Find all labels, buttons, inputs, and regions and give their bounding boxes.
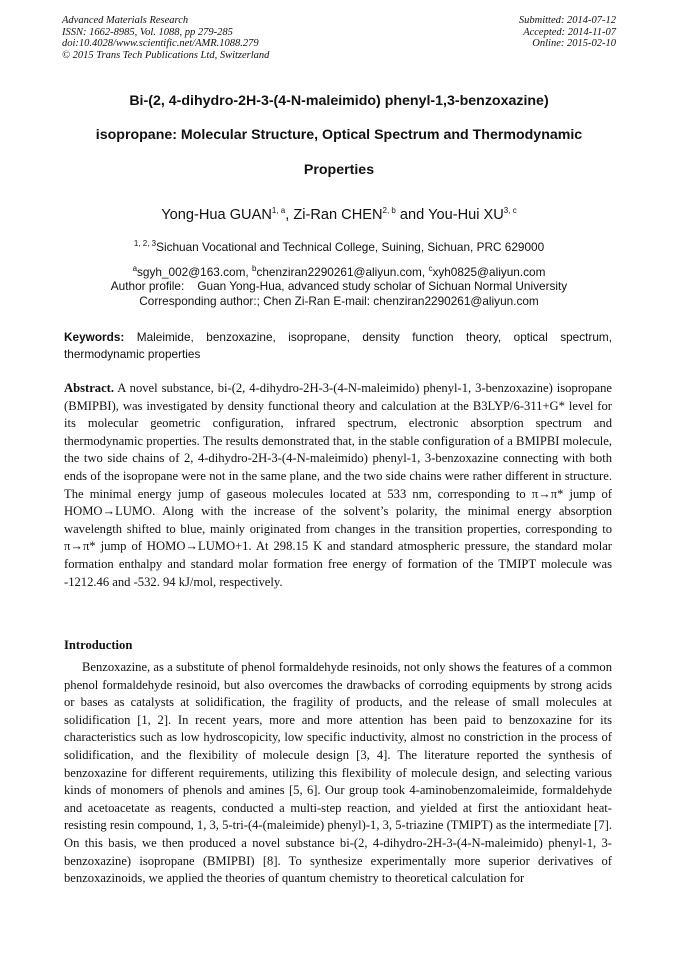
accepted-date: Accepted: 2014-11-07 xyxy=(523,26,616,38)
journal-copyright: © 2015 Trans Tech Publications Ltd, Switzerland xyxy=(62,49,270,61)
author-affil-mark: 2, b xyxy=(382,206,396,215)
author-separator: , xyxy=(285,206,294,223)
affiliation-mark: 1, 2, 3 xyxy=(133,239,157,248)
paper-title-line-1: Bi-(2, 4-dihydro-2H-3-(4-N-maleimido) phenyl-1,3-benzoxazine) xyxy=(129,93,549,109)
paper-title-line-3: Properties xyxy=(303,162,375,178)
journal-issn: ISSN: 1662-8985, Vol. 1088, pp 279-285 xyxy=(62,26,233,38)
introduction-heading: Introduction xyxy=(64,638,133,652)
contact-block xyxy=(40,262,638,308)
keywords-label: Keywords: xyxy=(64,330,125,344)
email-mark: a xyxy=(132,264,138,273)
email-line xyxy=(40,262,638,279)
corresponding-author: Corresponding author:; Chen Zi-Ran E-mail: chenziran2290261@aliyun.com xyxy=(139,293,539,308)
author-name: Yong-Hua GUAN xyxy=(161,206,272,223)
author-list xyxy=(40,201,638,225)
author-affil-mark: 1, a xyxy=(271,206,286,215)
affiliation-text: Sichuan Vocational and Technical College, Suining, Sichuan, PRC 629000 xyxy=(156,239,545,254)
email-mark: c xyxy=(428,264,433,273)
journal-name: Advanced Materials Research xyxy=(62,15,189,26)
keywords xyxy=(64,329,612,363)
email-mark: b xyxy=(251,264,257,273)
journal-header xyxy=(62,15,362,61)
abstract-text: A novel substance, bi-(2, 4-dihydro-2H-3-(4-N-maleimido) phenyl-1, 3-benzoxazine) isopropane (BMIPBI), was investigated by density functional theory and calculation at the B3LYP/6-311+G* level for its molecular geometric configuration, infrared spectrum, electronic absorption spectrum and thermodynamic properties. The results demonstrated that, in the stable configuration of a BMIPBI molecule, the two side chains of 2, 4-dihydro-2H-3-(4-N-maleimido) phenyl-1, 3-benzoxazine connecting with both ends of the isopropane were not in the same plane, and the two side chains were rather different in structure. The minimal energy jump of gaseous molecules located at 533 nm, corresponding to π→π* jump of HOMO→LUMO. Along with the increase of the solvent’s polarity, the minimal energy absorption wavelength shifted to blue, mainly originated from changes in the transition properties, corresponding to π→π* jump of HOMO→LUMO+1. At 298.15 K and standard atmospheric pressure, the standard molar formation enthalpy and standard molar formation free energy of formation of the TMIPT molecule was -1212.46 and -532. 94 kJ/mol, respectively. xyxy=(64,381,612,589)
keywords-text: Maleimide, benzoxazine, isopropane, density function theory, optical spectrum, thermodynamic properties xyxy=(64,330,612,361)
author-affil-mark: 3, c xyxy=(503,206,517,215)
email-link[interactable]: chenziran2290261@aliyun.com, xyxy=(256,264,429,279)
submitted-date: Submitted: 2014-07-12 xyxy=(518,15,616,26)
online-date: Online: 2015-02-10 xyxy=(532,38,616,50)
email-link[interactable]: sgyh_002@163.com, xyxy=(137,264,252,279)
paper-title-line-2: isopropane: Molecular Structure, Optical Spectrum and Thermodynamic xyxy=(95,127,583,143)
author-name: You-Hui XU xyxy=(428,206,504,223)
abstract xyxy=(64,380,612,591)
dates-header xyxy=(376,15,616,50)
introduction-text: Benzoxazine, as a substitute of phenol formaldehyde resinoids, not only shows the features of a common phenol formaldehyde resinoid, but also overcomes the drawbacks of corroding equipments by strong acids or bases as catalysts at solidification, the fragility of products, and the release of small molecules at solidification [1, 2]. In recent years, more and more attention has been paid to benzoxazine for its characteristics such as low hydroscopicity, low specific inductivity, almost no constriction in the process of solidification, and the flexibility of molecule design [3, 4]. The literature reported the synthesis of benzoxazine for different requirements, utilizing this flexibility of molecule design, and selecting various kinds of monomers of phenols and amines [5, 6]. Our group took 4-aminobenzomaleimide, formaldehyde and acetoacetate as reagents, conducted a multi-step reaction, and yielded at first the antioxidant heat-resisting resin compound, 1, 3, 5-tri-(4-(maleimide) phenyl)-1, 3, 5-triazine (TMIPT) as the intermediate [7]. On this basis, we then produced a novel substance bi-(2, 4-dihydro-2H-3-(4-N-maleimido) phenyl-1, 3- benzoxazine) isopropane (BMIPBI) [8]. To synthesize experimentally more superior derivatives of benzoxazinoids, we applied the theories of quantum chemistry to theoretical calculation for xyxy=(64,660,613,886)
author-separator: and xyxy=(395,206,429,223)
email-link[interactable]: xyh0825@aliyun.com xyxy=(432,264,546,279)
abstract-label: Abstract. xyxy=(64,381,115,395)
author-name: Zi-Ran CHEN xyxy=(293,206,383,223)
author-profile: Author profile: Guan Yong-Hua, advanced study scholar of Sichuan Normal University xyxy=(110,279,568,294)
affiliation xyxy=(40,236,638,255)
journal-doi[interactable]: doi:10.4028/www.scientific.net/AMR.1088.279 xyxy=(62,38,259,50)
